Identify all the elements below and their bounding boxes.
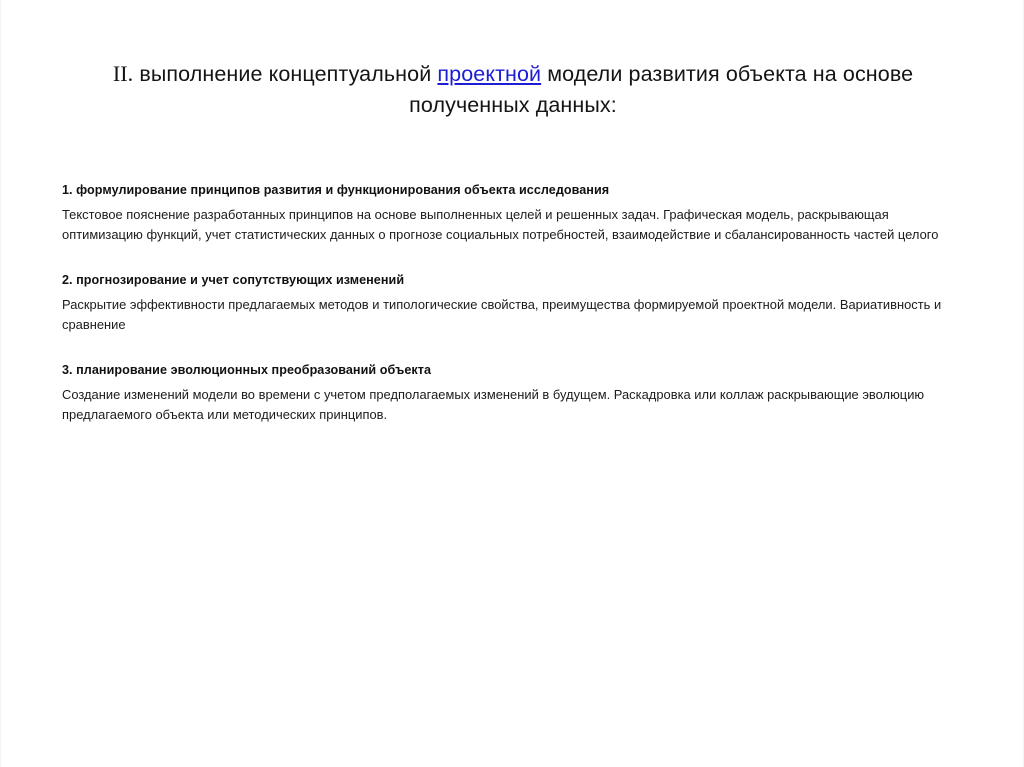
slide-title [73, 58, 953, 121]
slide-title-text-after-link: модели развития объекта на основе полученных данных: [409, 62, 914, 117]
projektnoy-hyperlink[interactable]: проектной [437, 62, 542, 86]
section-heading: 1. формулирование принципов развития и функционирования объекта исследования [62, 183, 610, 197]
slide-title-numeral: II. [112, 61, 134, 86]
section-body: Создание изменений модели во времени с учетом предполагаемых изменений в будущем. Раскадровка или коллаж раскрывающие эволюцию предлагаемого объекта или методических принципов. [62, 387, 925, 422]
slide-body-content [62, 180, 972, 447]
section-item [62, 180, 972, 244]
section-heading: 3. планирование эволюционных преобразований объекта [62, 363, 432, 378]
section-body: Раскрытие эффективности предлагаемых методов и типологические свойства, преимущества формируемой проектной модели. Вариативность и сравнение [62, 297, 942, 332]
section-item [62, 360, 972, 424]
slide-title-text-before-link: выполнение концептуальной [133, 62, 438, 86]
section-body: Текстовое пояснение разработанных принципов на основе выполненных целей и решенных задач. Графическая модель, раскрывающая оптимизацию функций, учет статистических данных о прогнозе социальных потребностей, взаимодействие и сбалансированность частей целого [62, 207, 939, 242]
section-item [62, 270, 972, 334]
section-heading: 2. прогнозирование и учет сопутствующих изменений [62, 273, 405, 288]
